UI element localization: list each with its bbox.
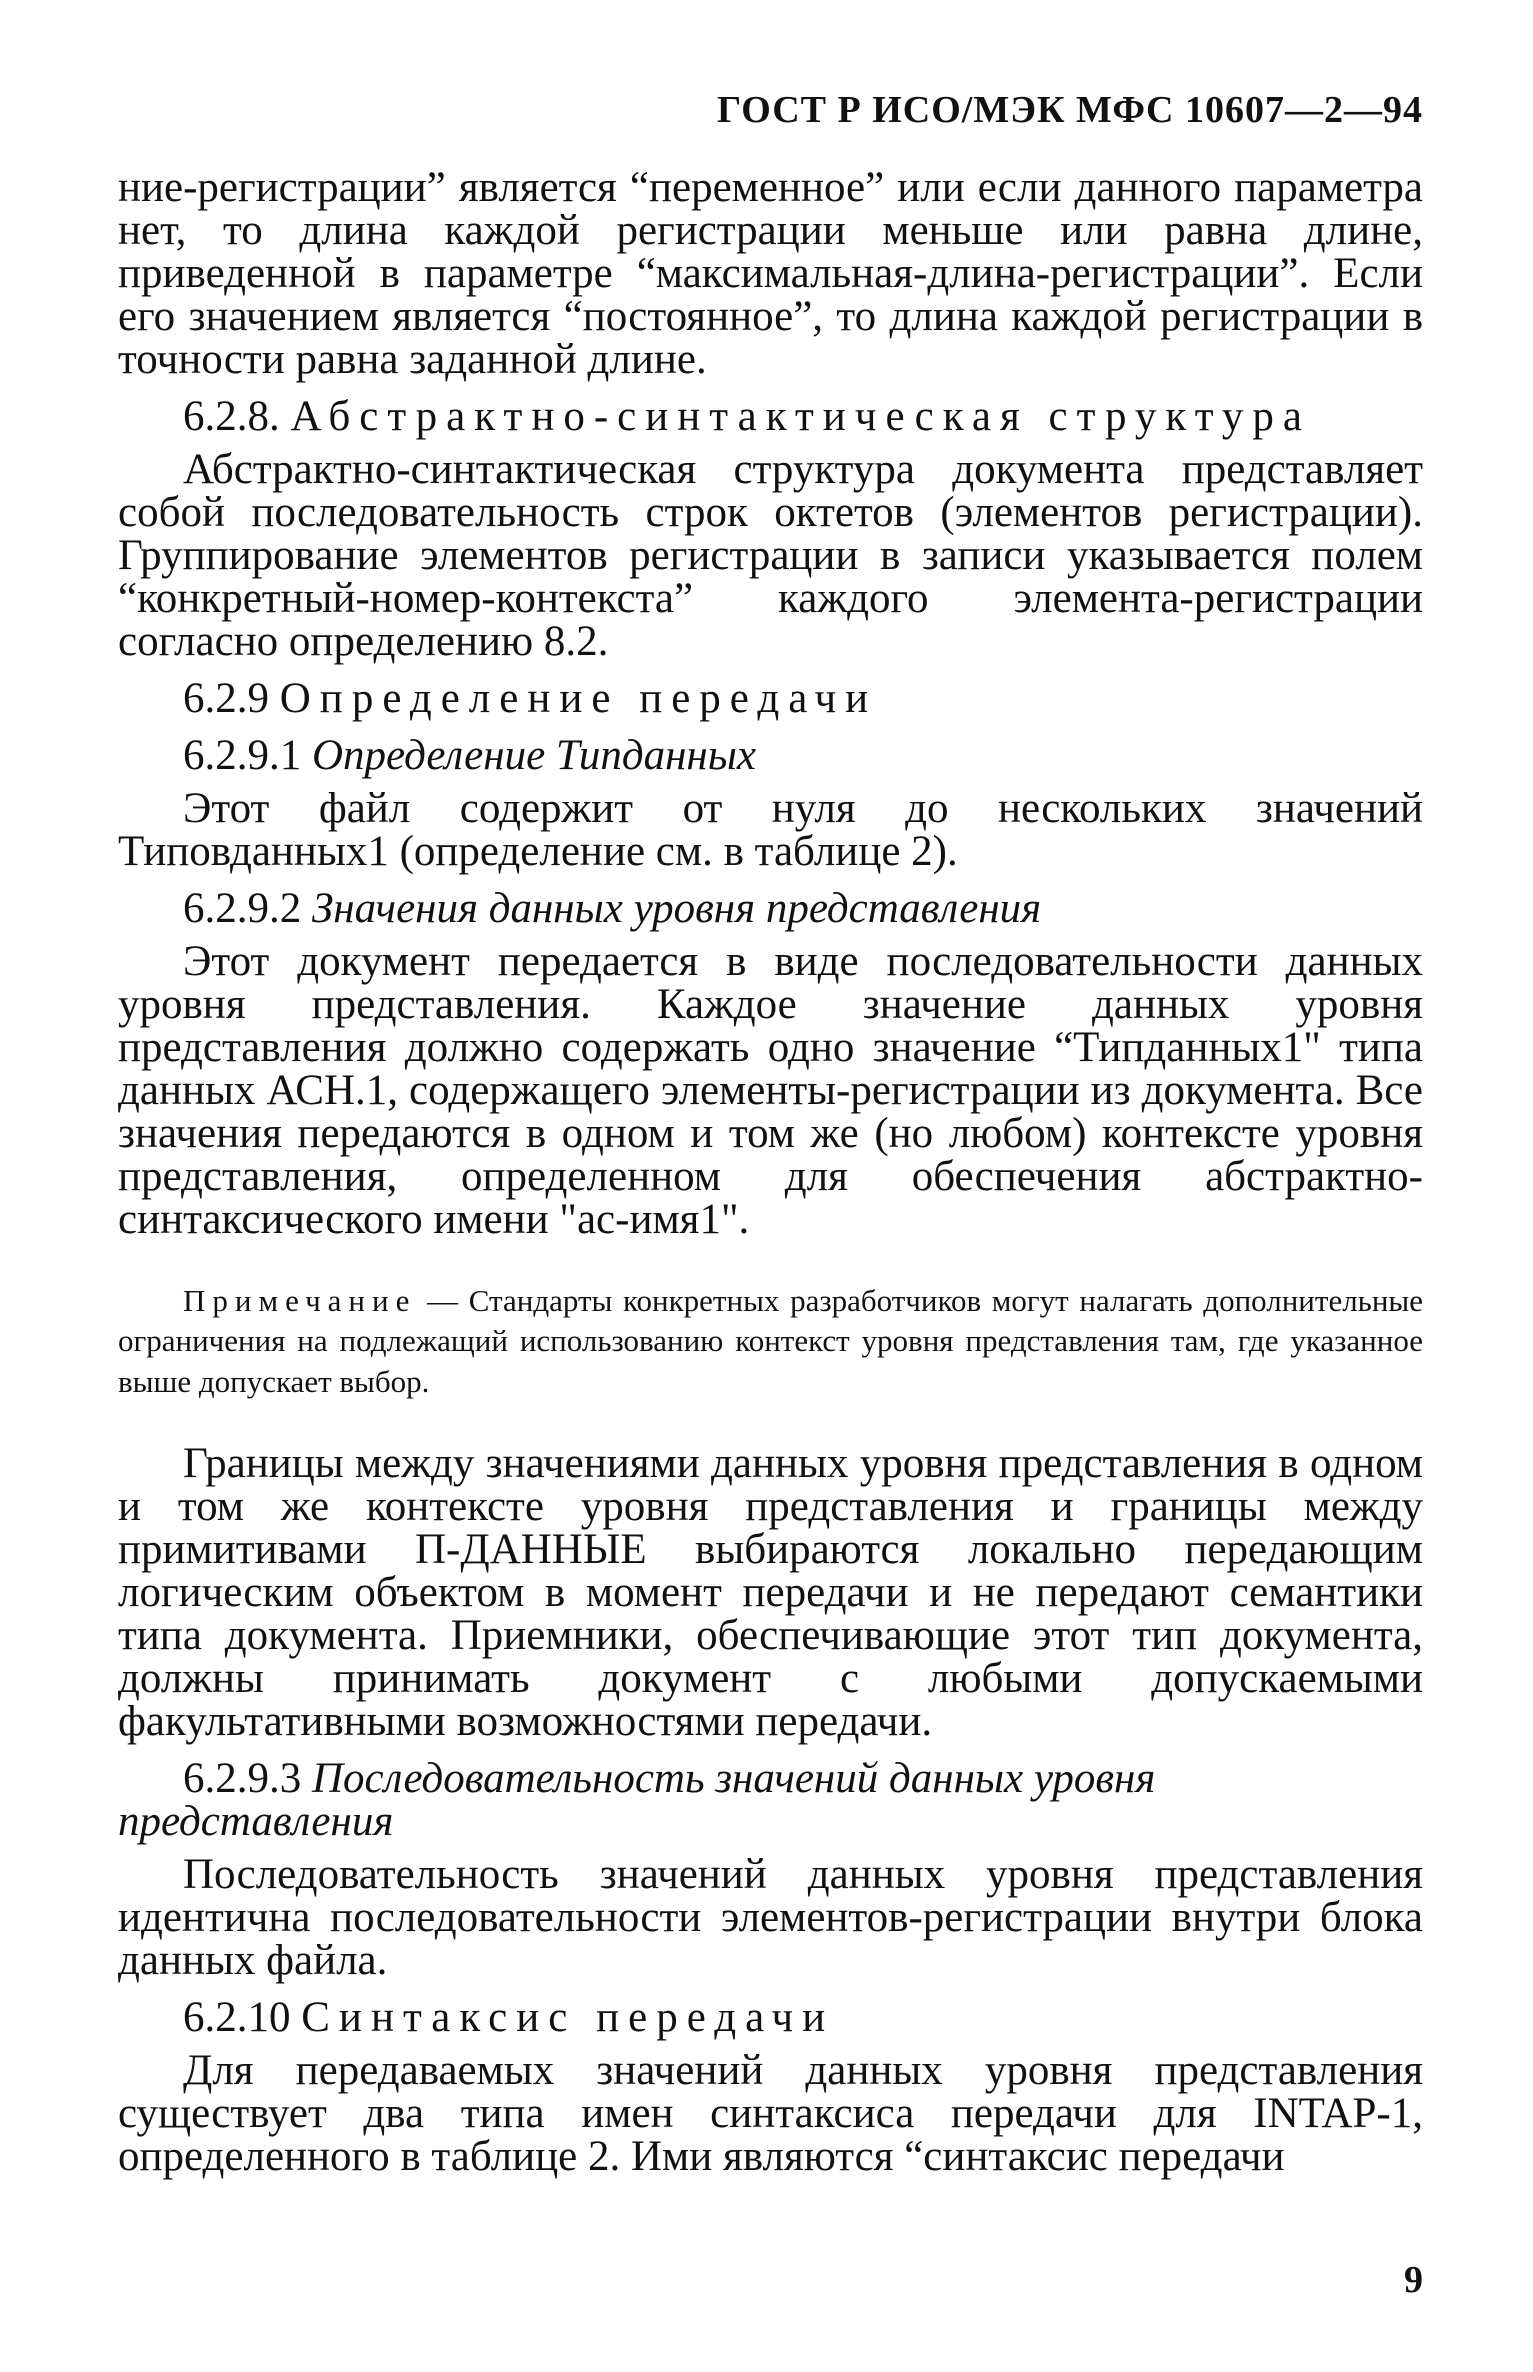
section-6-2-9-2-heading <box>118 887 1423 930</box>
section-title: Значения данных уровня представления <box>312 885 1042 932</box>
section-6-2-9-3-heading <box>118 1754 1423 1845</box>
section-title: Абстрактно-синтактическая структура <box>290 393 1312 440</box>
section-number: 6.2.10 <box>183 1993 291 2041</box>
note-block <box>118 1281 1423 1402</box>
paragraph-abstract-syntax: Абстрактно-синтактическая структура документа представляет собой последовательность строк октетов (элементов регистрации). Группирование элементов регистрации в записи указывается полем “конкретный-номер-контекста” каждого элемента-регистрации согласно определению 8.2. <box>118 446 1423 665</box>
note-label: Примечание <box>183 1283 417 1318</box>
section-title: Определение передачи <box>279 675 878 722</box>
note-text: — Стандарты конкретных разработчиков могут налагать дополнительные ограничения на подлежащий использованию контекст уровня представления там, где указанное выше допускает выбор. <box>118 1283 1423 1399</box>
section-title: Синтаксис передачи <box>301 1993 835 2041</box>
paragraph-continuation: ние-регистрации” является “переменное” или если данного параметра нет, то длина каждой регистрации меньше или равна длине, приведенной в параметре “максимальная-длина-регистрации”. Если его значением является “постоянное”, то длина каждой регистрации в точности равна заданной длине. <box>118 164 1423 383</box>
page-header: ГОСТ Р ИСО/МЭК МФС 10607—2—94 <box>716 89 1423 131</box>
section-number: 6.2.9.1 <box>183 732 302 779</box>
section-number: 6.2.8. <box>183 393 280 440</box>
paragraph-boundaries: Границы между значениями данных уровня представления в одном и том же контексте уровня представления и границы между примитивами П-ДАННЫЕ выбираются локально передающим логическим объектом в момент передачи и не передают семантики типа документа. Приемники, обеспечивающие этот тип документа, должны принимать документ с любыми допускаемыми факультативными возможностями передачи. <box>118 1439 1423 1745</box>
page-number: 9 <box>1404 2259 1423 2301</box>
section-number: 6.2.9.3 <box>183 1754 302 1802</box>
section-number: 6.2.9 <box>183 675 269 722</box>
paragraph-datatypes: Этот файл содержит от нуля до нескольких значений Типовданных1 (определение см. в таблице 2). <box>118 785 1423 875</box>
paragraph-sequence: Последовательность значений данных уровня представления идентична последовательности элементов-регистрации внутри блока данных файла. <box>118 1850 1423 1984</box>
paragraph-transfer-syntax: Для передаваемых значений данных уровня представления существует два типа имен синтаксиса передачи для INTAP-1, определенного в таблице 2. Ими являются “синтаксис передачи <box>118 2046 1423 2180</box>
section-6-2-8-heading <box>118 395 1423 438</box>
section-number: 6.2.9.2 <box>183 885 302 932</box>
section-6-2-10-heading <box>118 1993 1423 2041</box>
paragraph-presentation-values: Этот документ передается в виде последовательности данных уровня представления. Каждое значение данных уровня представления должно содержать одно значение “Типданных1" типа данных АСН.1, содержащего элементы-регистрации из документа. Все значения передаются в одном и том же (но любом) контексте уровня представления, определенном для обеспечения абстрактно-синтаксического имени "ас-имя1". <box>118 938 1423 1243</box>
section-title: Определение Типданных <box>312 732 756 779</box>
section-title: Последовательность значений данных уровня представления <box>118 1754 1156 1845</box>
section-6-2-9-heading <box>118 677 1423 720</box>
section-6-2-9-1-heading <box>118 734 1423 777</box>
